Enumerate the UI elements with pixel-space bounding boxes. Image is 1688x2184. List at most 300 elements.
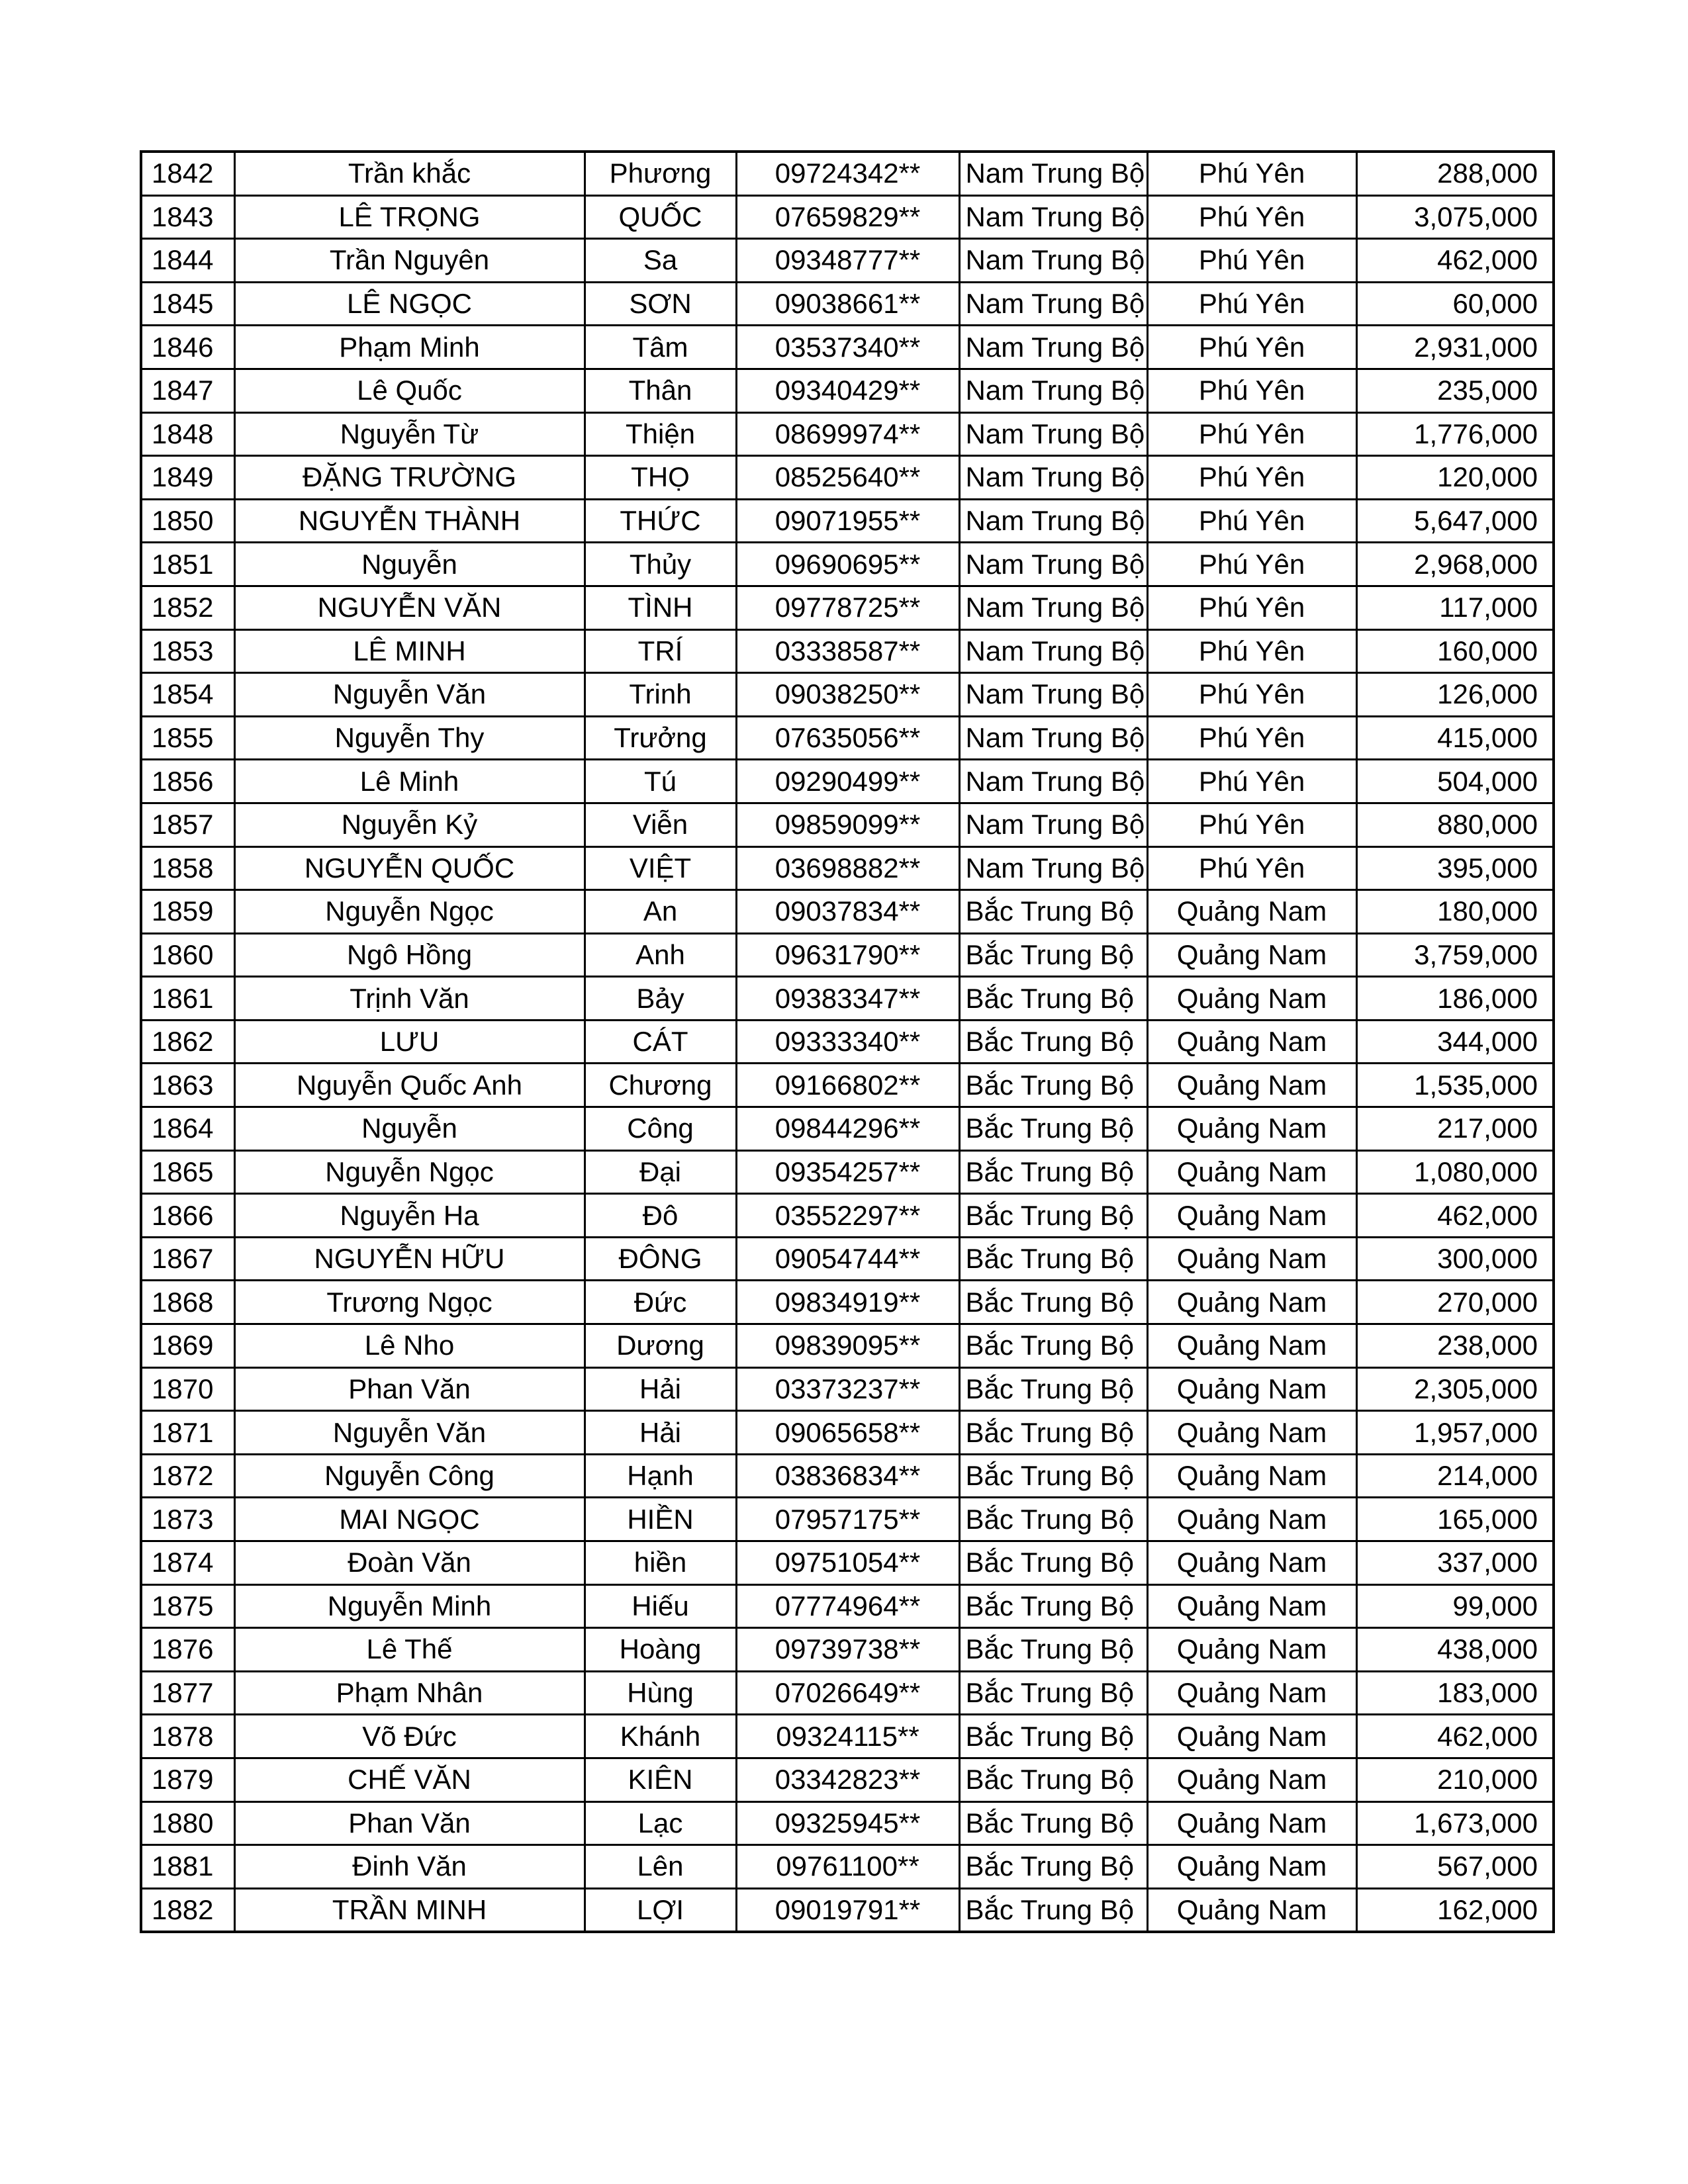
amount-cell: 344,000 [1356,1020,1554,1064]
province-cell: Quảng Nam [1147,933,1356,977]
province-cell: Phú Yên [1147,499,1356,543]
data-table [140,150,1555,1933]
region-cell: Bắc Trung Bộ [959,890,1147,934]
table-row [141,412,1554,456]
surname-cell: Nguyễn Công [234,1454,585,1498]
province-cell: Quảng Nam [1147,1020,1356,1064]
phone-cell: 09724342** [736,152,959,195]
phone-cell: 09844296** [736,1107,959,1151]
given-name-cell: Hải [585,1411,736,1455]
given-name-cell: Tú [585,760,736,803]
amount-cell: 880,000 [1356,803,1554,846]
phone-cell: 09065658** [736,1411,959,1455]
phone-cell: 09054744** [736,1237,959,1281]
region-cell: Nam Trung Bộ [959,803,1147,846]
surname-cell: Nguyễn [234,1107,585,1151]
phone-cell: 07026649** [736,1671,959,1715]
given-name-cell: Thủy [585,543,736,586]
phone-cell: 09778725** [736,586,959,629]
surname-cell: Phạm Minh [234,326,585,369]
given-name-cell: Hùng [585,1671,736,1715]
amount-cell: 2,931,000 [1356,326,1554,369]
amount-cell: 160,000 [1356,629,1554,673]
table-row [141,1281,1554,1324]
amount-cell: 415,000 [1356,716,1554,760]
row-number-cell: 1867 [141,1237,234,1281]
region-cell: Bắc Trung Bộ [959,1888,1147,1932]
table-row [141,1020,1554,1064]
phone-cell: 03342823** [736,1758,959,1801]
row-number-cell: 1842 [141,152,234,195]
surname-cell: NGUYỄN QUỐC [234,846,585,890]
region-cell: Nam Trung Bộ [959,716,1147,760]
given-name-cell: THỨC [585,499,736,543]
amount-cell: 2,305,000 [1356,1367,1554,1411]
surname-cell: Nguyễn Văn [234,673,585,717]
surname-cell: Trần khắc [234,152,585,195]
surname-cell: LÊ NGỌC [234,282,585,326]
given-name-cell: ĐÔNG [585,1237,736,1281]
surname-cell: Nguyễn Thy [234,716,585,760]
amount-cell: 1,080,000 [1356,1150,1554,1194]
province-cell: Quảng Nam [1147,1888,1356,1932]
table-row [141,673,1554,717]
row-number-cell: 1854 [141,673,234,717]
amount-cell: 117,000 [1356,586,1554,629]
province-cell: Quảng Nam [1147,1628,1356,1672]
table-row [141,890,1554,934]
table-row [141,1584,1554,1628]
region-cell: Nam Trung Bộ [959,239,1147,283]
amount-cell: 99,000 [1356,1584,1554,1628]
amount-cell: 270,000 [1356,1281,1554,1324]
region-cell: Bắc Trung Bộ [959,1498,1147,1541]
phone-cell: 07957175** [736,1498,959,1541]
row-number-cell: 1843 [141,195,234,239]
table-row [141,1541,1554,1585]
table-row [141,543,1554,586]
region-cell: Nam Trung Bộ [959,152,1147,195]
phone-cell: 09071955** [736,499,959,543]
row-number-cell: 1852 [141,586,234,629]
row-number-cell: 1866 [141,1194,234,1238]
phone-cell: 09340429** [736,369,959,412]
row-number-cell: 1875 [141,1584,234,1628]
table-row [141,1324,1554,1368]
province-cell: Quảng Nam [1147,1801,1356,1845]
table-row [141,716,1554,760]
phone-cell: 09325945** [736,1801,959,1845]
province-cell: Phú Yên [1147,846,1356,890]
surname-cell: Trần Nguyên [234,239,585,283]
surname-cell: Nguyễn Minh [234,1584,585,1628]
amount-cell: 337,000 [1356,1541,1554,1585]
province-cell: Quảng Nam [1147,890,1356,934]
row-number-cell: 1858 [141,846,234,890]
surname-cell: CHẾ VĂN [234,1758,585,1801]
province-cell: Quảng Nam [1147,1845,1356,1889]
row-number-cell: 1879 [141,1758,234,1801]
province-cell: Quảng Nam [1147,1584,1356,1628]
row-number-cell: 1860 [141,933,234,977]
amount-cell: 3,075,000 [1356,195,1554,239]
province-cell: Phú Yên [1147,282,1356,326]
province-cell: Phú Yên [1147,369,1356,412]
phone-cell: 07659829** [736,195,959,239]
surname-cell: NGUYỄN VĂN [234,586,585,629]
region-cell: Nam Trung Bộ [959,412,1147,456]
row-number-cell: 1853 [141,629,234,673]
province-cell: Quảng Nam [1147,1281,1356,1324]
row-number-cell: 1847 [141,369,234,412]
amount-cell: 3,759,000 [1356,933,1554,977]
amount-cell: 165,000 [1356,1498,1554,1541]
given-name-cell: hiền [585,1541,736,1585]
surname-cell: NGUYỄN HỮU [234,1237,585,1281]
surname-cell: Nguyễn Từ [234,412,585,456]
region-cell: Nam Trung Bộ [959,195,1147,239]
phone-cell: 03698882** [736,846,959,890]
row-number-cell: 1861 [141,977,234,1021]
surname-cell: Lê Nho [234,1324,585,1368]
province-cell: Quảng Nam [1147,1454,1356,1498]
province-cell: Quảng Nam [1147,1237,1356,1281]
region-cell: Nam Trung Bộ [959,369,1147,412]
amount-cell: 438,000 [1356,1628,1554,1672]
amount-cell: 214,000 [1356,1454,1554,1498]
row-number-cell: 1850 [141,499,234,543]
amount-cell: 210,000 [1356,1758,1554,1801]
province-cell: Quảng Nam [1147,1671,1356,1715]
phone-cell: 09839095** [736,1324,959,1368]
given-name-cell: QUỐC [585,195,736,239]
province-cell: Quảng Nam [1147,1411,1356,1455]
province-cell: Phú Yên [1147,239,1356,283]
province-cell: Phú Yên [1147,543,1356,586]
province-cell: Quảng Nam [1147,1758,1356,1801]
table-row [141,760,1554,803]
given-name-cell: Bảy [585,977,736,1021]
given-name-cell: Đô [585,1194,736,1238]
phone-cell: 09834919** [736,1281,959,1324]
row-number-cell: 1845 [141,282,234,326]
phone-cell: 09037834** [736,890,959,934]
surname-cell: Võ Đức [234,1715,585,1758]
region-cell: Nam Trung Bộ [959,629,1147,673]
province-cell: Quảng Nam [1147,1541,1356,1585]
given-name-cell: SƠN [585,282,736,326]
phone-cell: 09631790** [736,933,959,977]
given-name-cell: LỢI [585,1888,736,1932]
row-number-cell: 1857 [141,803,234,846]
table-row [141,1715,1554,1758]
amount-cell: 567,000 [1356,1845,1554,1889]
phone-cell: 09324115** [736,1715,959,1758]
region-cell: Bắc Trung Bộ [959,1411,1147,1455]
row-number-cell: 1859 [141,890,234,934]
given-name-cell: Lên [585,1845,736,1889]
province-cell: Quảng Nam [1147,1150,1356,1194]
province-cell: Quảng Nam [1147,1324,1356,1368]
region-cell: Nam Trung Bộ [959,499,1147,543]
table-row [141,239,1554,283]
row-number-cell: 1870 [141,1367,234,1411]
given-name-cell: HIỀN [585,1498,736,1541]
given-name-cell: Chương [585,1064,736,1107]
given-name-cell: Hải [585,1367,736,1411]
table-body [141,152,1554,1932]
given-name-cell: An [585,890,736,934]
amount-cell: 1,673,000 [1356,1801,1554,1845]
surname-cell: NGUYỄN THÀNH [234,499,585,543]
region-cell: Nam Trung Bộ [959,586,1147,629]
surname-cell: Trương Ngọc [234,1281,585,1324]
row-number-cell: 1882 [141,1888,234,1932]
given-name-cell: Khánh [585,1715,736,1758]
province-cell: Quảng Nam [1147,1367,1356,1411]
region-cell: Bắc Trung Bộ [959,977,1147,1021]
surname-cell: Nguyễn Quốc Anh [234,1064,585,1107]
table-row [141,1064,1554,1107]
table-row [141,369,1554,412]
phone-cell: 03537340** [736,326,959,369]
phone-cell: 09383347** [736,977,959,1021]
province-cell: Phú Yên [1147,412,1356,456]
phone-cell: 09354257** [736,1150,959,1194]
region-cell: Bắc Trung Bộ [959,1845,1147,1889]
region-cell: Bắc Trung Bộ [959,1237,1147,1281]
table-row [141,1671,1554,1715]
region-cell: Bắc Trung Bộ [959,1801,1147,1845]
phone-cell: 03373237** [736,1367,959,1411]
table-row [141,282,1554,326]
region-cell: Bắc Trung Bộ [959,1324,1147,1368]
amount-cell: 395,000 [1356,846,1554,890]
row-number-cell: 1877 [141,1671,234,1715]
region-cell: Nam Trung Bộ [959,282,1147,326]
phone-cell: 07774964** [736,1584,959,1628]
province-cell: Phú Yên [1147,803,1356,846]
amount-cell: 462,000 [1356,239,1554,283]
table-row [141,1845,1554,1889]
amount-cell: 5,647,000 [1356,499,1554,543]
amount-cell: 183,000 [1356,1671,1554,1715]
province-cell: Phú Yên [1147,586,1356,629]
given-name-cell: Dương [585,1324,736,1368]
surname-cell: Lê Thế [234,1628,585,1672]
province-cell: Phú Yên [1147,152,1356,195]
region-cell: Nam Trung Bộ [959,673,1147,717]
row-number-cell: 1864 [141,1107,234,1151]
table-row [141,933,1554,977]
given-name-cell: KIÊN [585,1758,736,1801]
province-cell: Quảng Nam [1147,1715,1356,1758]
row-number-cell: 1874 [141,1541,234,1585]
table-row [141,499,1554,543]
row-number-cell: 1848 [141,412,234,456]
province-cell: Phú Yên [1147,629,1356,673]
province-cell: Phú Yên [1147,456,1356,500]
table-row [141,326,1554,369]
province-cell: Phú Yên [1147,760,1356,803]
table-row [141,195,1554,239]
table-row [141,1801,1554,1845]
table-row [141,456,1554,500]
given-name-cell: TRÍ [585,629,736,673]
surname-cell: Ngô Hồng [234,933,585,977]
table-row [141,1758,1554,1801]
surname-cell: Phan Văn [234,1367,585,1411]
phone-cell: 09859099** [736,803,959,846]
row-number-cell: 1880 [141,1801,234,1845]
surname-cell: Nguyễn Kỷ [234,803,585,846]
region-cell: Nam Trung Bộ [959,543,1147,586]
given-name-cell: Anh [585,933,736,977]
phone-cell: 03552297** [736,1194,959,1238]
phone-cell: 09038661** [736,282,959,326]
region-cell: Bắc Trung Bộ [959,1454,1147,1498]
table-row [141,586,1554,629]
amount-cell: 60,000 [1356,282,1554,326]
row-number-cell: 1856 [141,760,234,803]
region-cell: Bắc Trung Bộ [959,1107,1147,1151]
given-name-cell: Thân [585,369,736,412]
region-cell: Bắc Trung Bộ [959,1150,1147,1194]
phone-cell: 09739738** [736,1628,959,1672]
amount-cell: 462,000 [1356,1194,1554,1238]
row-number-cell: 1849 [141,456,234,500]
phone-cell: 03836834** [736,1454,959,1498]
table-row [141,846,1554,890]
amount-cell: 300,000 [1356,1237,1554,1281]
table-row [141,1194,1554,1238]
surname-cell: LƯU [234,1020,585,1064]
row-number-cell: 1868 [141,1281,234,1324]
table-row [141,1367,1554,1411]
phone-cell: 09290499** [736,760,959,803]
region-cell: Bắc Trung Bộ [959,1541,1147,1585]
amount-cell: 235,000 [1356,369,1554,412]
region-cell: Nam Trung Bộ [959,326,1147,369]
surname-cell: LÊ MINH [234,629,585,673]
row-number-cell: 1876 [141,1628,234,1672]
row-number-cell: 1869 [141,1324,234,1368]
province-cell: Quảng Nam [1147,1498,1356,1541]
surname-cell: Lê Quốc [234,369,585,412]
given-name-cell: THỌ [585,456,736,500]
surname-cell: Đinh Văn [234,1845,585,1889]
given-name-cell: Phương [585,152,736,195]
table-row [141,1107,1554,1151]
amount-cell: 1,535,000 [1356,1064,1554,1107]
given-name-cell: Hiếu [585,1584,736,1628]
phone-cell: 08525640** [736,456,959,500]
phone-cell: 09019791** [736,1888,959,1932]
province-cell: Quảng Nam [1147,977,1356,1021]
given-name-cell: Công [585,1107,736,1151]
given-name-cell: Sa [585,239,736,283]
surname-cell: MAI NGỌC [234,1498,585,1541]
amount-cell: 120,000 [1356,456,1554,500]
amount-cell: 180,000 [1356,890,1554,934]
region-cell: Bắc Trung Bộ [959,1020,1147,1064]
region-cell: Bắc Trung Bộ [959,1064,1147,1107]
phone-cell: 08699974** [736,412,959,456]
row-number-cell: 1865 [141,1150,234,1194]
given-name-cell: VIỆT [585,846,736,890]
region-cell: Bắc Trung Bộ [959,1628,1147,1672]
table-row [141,1454,1554,1498]
amount-cell: 238,000 [1356,1324,1554,1368]
region-cell: Bắc Trung Bộ [959,1367,1147,1411]
phone-cell: 03338587** [736,629,959,673]
phone-cell: 09690695** [736,543,959,586]
surname-cell: Lê Minh [234,760,585,803]
amount-cell: 162,000 [1356,1888,1554,1932]
province-cell: Quảng Nam [1147,1107,1356,1151]
region-cell: Bắc Trung Bộ [959,1758,1147,1801]
given-name-cell: Tâm [585,326,736,369]
surname-cell: Đoàn Văn [234,1541,585,1585]
table-row [141,152,1554,195]
table-row [141,803,1554,846]
row-number-cell: 1872 [141,1454,234,1498]
surname-cell: Nguyễn Ngọc [234,890,585,934]
phone-cell: 09333340** [736,1020,959,1064]
row-number-cell: 1873 [141,1498,234,1541]
row-number-cell: 1851 [141,543,234,586]
row-number-cell: 1871 [141,1411,234,1455]
phone-cell: 09751054** [736,1541,959,1585]
province-cell: Phú Yên [1147,326,1356,369]
table-row [141,1498,1554,1541]
surname-cell: Trịnh Văn [234,977,585,1021]
phone-cell: 09038250** [736,673,959,717]
row-number-cell: 1862 [141,1020,234,1064]
province-cell: Quảng Nam [1147,1064,1356,1107]
table-row [141,629,1554,673]
given-name-cell: Đức [585,1281,736,1324]
phone-cell: 09761100** [736,1845,959,1889]
table-row [141,1237,1554,1281]
amount-cell: 462,000 [1356,1715,1554,1758]
region-cell: Bắc Trung Bộ [959,933,1147,977]
phone-cell: 09166802** [736,1064,959,1107]
surname-cell: Phạm Nhân [234,1671,585,1715]
region-cell: Bắc Trung Bộ [959,1584,1147,1628]
region-cell: Nam Trung Bộ [959,456,1147,500]
region-cell: Bắc Trung Bộ [959,1194,1147,1238]
surname-cell: LÊ TRỌNG [234,195,585,239]
row-number-cell: 1863 [141,1064,234,1107]
region-cell: Bắc Trung Bộ [959,1281,1147,1324]
table-row [141,1888,1554,1932]
surname-cell: Nguyễn [234,543,585,586]
given-name-cell: Trưởng [585,716,736,760]
given-name-cell: CÁT [585,1020,736,1064]
table-row [141,1150,1554,1194]
given-name-cell: Đại [585,1150,736,1194]
surname-cell: Nguyễn Văn [234,1411,585,1455]
given-name-cell: Viễn [585,803,736,846]
region-cell: Bắc Trung Bộ [959,1671,1147,1715]
region-cell: Nam Trung Bộ [959,760,1147,803]
row-number-cell: 1878 [141,1715,234,1758]
surname-cell: Phan Văn [234,1801,585,1845]
phone-cell: 07635056** [736,716,959,760]
surname-cell: Nguyễn Ngọc [234,1150,585,1194]
province-cell: Phú Yên [1147,673,1356,717]
